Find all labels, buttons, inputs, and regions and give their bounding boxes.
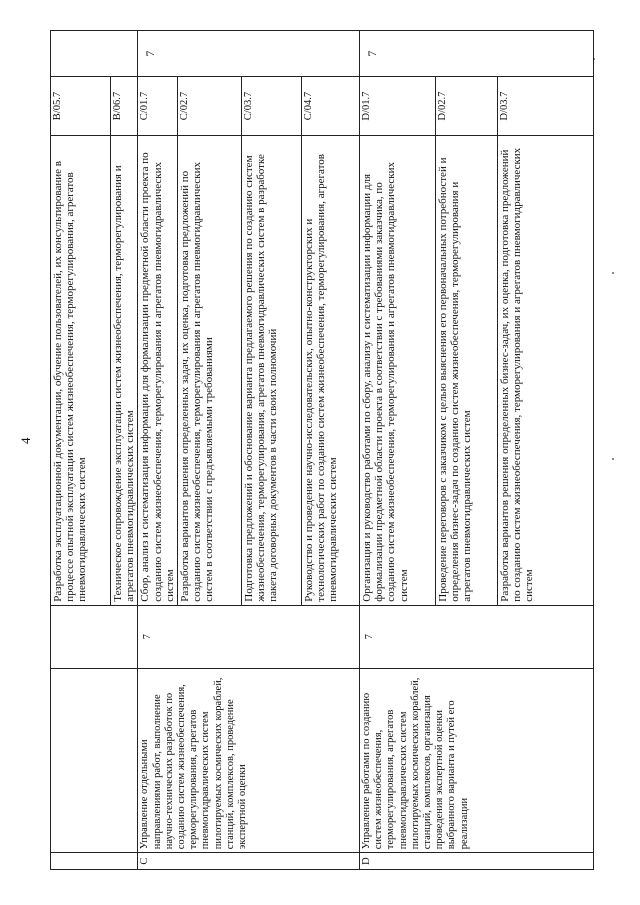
function-code-cell: C/01.7: [138, 77, 178, 136]
function-name-cell: Сбор, анализ и систематизация информации для формализации предметной области проекта по созданию систем жизнеобеспечения, терморегулирования и агрегатов пневмогидравлических систем: [138, 135, 178, 605]
gfunc-level-cell: [51, 605, 138, 668]
function-name-cell: Организация и руководство работами по сбору, анализу и систематизации информации для формализации предметной области проекта в соответствии с требованиями заказчика, по созданию систем жизнеобеспечения, терморегулирования и агрегатов пневмогидравлических систем: [360, 135, 436, 605]
function-name-cell: Подготовка предложений и обоснование варианта предлагаемого решения по созданию систем жизнеобеспечения, терморегулирования, агрегатов пневмогидравлических систем в разработке пакета договорных документов в части своих полномочий: [242, 135, 302, 605]
gfunc-code-cell: C: [138, 853, 360, 870]
gfunc-code-cell: D: [360, 853, 594, 870]
function-name-cell: Разработка эксплуатационной документации, обучение пользователей, их консультирование в процессе опытной эксплуатации систем жизнеобеспечения, терморегулирования, агрегатов пневмогидравлических систем: [51, 135, 111, 605]
function-code-cell: C/03.7: [242, 77, 302, 136]
qualification-level-cell: [51, 31, 138, 77]
function-name-cell: Руководство и проведение научно-исследовательских, опытно-конструкторских и технологических работ по созданию систем жизнеобеспечения, терморегулирования, агрегатов пневмогидравлических систем: [302, 135, 360, 605]
function-name-cell: Разработка вариантов решения определенных бизнес-задач, их оценка, подготовка предложений по созданию систем жизнеобеспечения, терморегулирования и агрегатов пневмогидравлических систем: [498, 135, 594, 605]
function-code-cell: D/02.7: [436, 77, 498, 136]
function-code-cell: B/06.7: [111, 77, 138, 136]
gfunc-name-cell: Управление работами по созданию систем жизнеобеспечения, терморегулирования, агрегатов пневмогидравлических систем пилотируемых космических кораблей, станций, комплексов, организация проведения экспертной оценки выбранного варианта и путей его реализации: [360, 668, 594, 853]
gfunc-code-cell: [51, 853, 138, 870]
function-code-cell: B/05.7: [51, 77, 111, 136]
function-code-cell: C/04.7: [302, 77, 360, 136]
function-name-cell: Проведение переговоров с заказчиком с целью выяснения его первоначальных потребностей и определения бизнес-задач по созданию систем жизнеобеспечения, терморегулирования и агрегатов пневмогидравлических систем: [436, 135, 498, 605]
page-number: 4: [18, 437, 33, 444]
table-row: [51, 31, 111, 870]
functions-table: [50, 30, 594, 870]
scan-speck: [612, 458, 614, 460]
qualification-level-cell: 7: [138, 31, 360, 77]
function-code-cell: D/03.7: [498, 77, 594, 136]
gfunc-level-cell: 7: [138, 605, 360, 668]
rotated-table-container: [50, 30, 590, 870]
function-name-cell: Разработка вариантов решения определенных задач, их оценка, подготовка предложений по созданию систем жизнеобеспечения, терморегулирования и агрегатов пневмогидравлических систем в соответствии с предъявляемыми требованиями: [178, 135, 242, 605]
scan-speck: [612, 272, 614, 274]
gfunc-name-cell: [51, 668, 138, 853]
qualification-level-cell: 7: [360, 31, 594, 77]
gfunc-name-cell: Управление отдельными направлениями работ, выполнение научно-технических разработок по созданию систем жизнеобеспечения, терморегулирования, агрегатов пневмогидравлических систем пилотируемых космических кораблей, станций, комплексов, проведение экспертной оценки: [138, 668, 360, 853]
gfunc-level-cell: 7: [360, 605, 594, 668]
table-row: [360, 31, 436, 870]
table-row: [138, 31, 178, 870]
function-code-cell: C/02.7: [178, 77, 242, 136]
function-code-cell: D/01.7: [360, 77, 436, 136]
function-name-cell: Техническое сопровождение эксплуатации систем жизнеобеспечения, терморегулирования и агрегатов пневмогидравлических систем: [111, 135, 138, 605]
